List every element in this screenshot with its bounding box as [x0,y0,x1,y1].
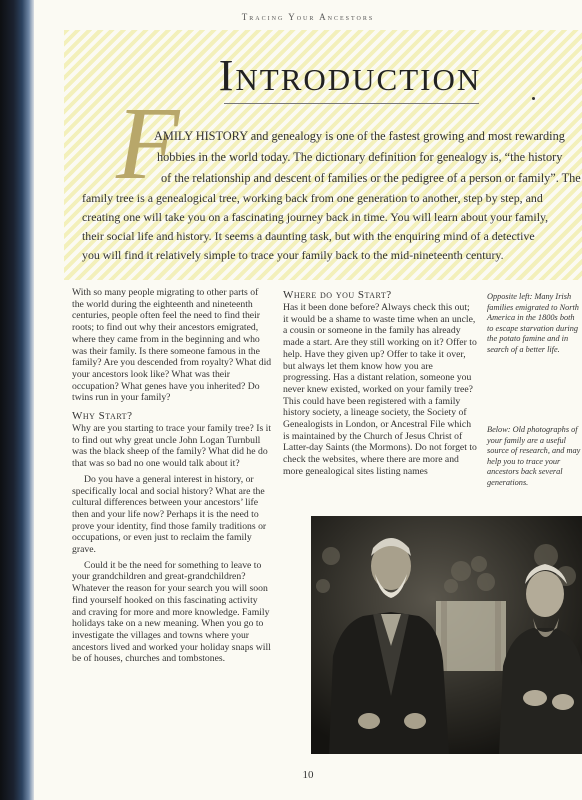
drop-cap: F [116,86,180,201]
body-paragraph: Do you have a general interest in history, or specifically local and social history? What are the cultural differences between your ancestors’ life then and your life now? Perhaps it is the need to prove your identity, find those family traditions or occupations, or even just to reclaim the family grave. [72,473,267,556]
body-paragraph: With so many people migrating to other parts of the world during the eighteenth and nineteenth centuries, people often feel the need to find their roots; to find out why their ancestors emigrated, where they came from in the beginning and who was their family. Is there someone famous in the family? Are you descended from royalty? What did your ancestors look like? What was their occupation? What genes have you inherited? Do twins run in your family? [72,287,272,404]
intro-line: you will find it relatively simple to trace your family back to the mid-nineteenth century. [82,248,504,262]
intro-line: their social life and history. It seems a daunting task, but with the enquiring mind of a detective [82,229,535,243]
book-page [34,0,582,800]
section-heading-where-start: Where do you Start? [283,289,392,301]
page-title: Introduction [218,51,482,100]
caption-below: Below: Old photographs of your family are a useful source of research, and may help you to trace your ancestors back several generations. [487,425,581,487]
intro-line: family tree is a genealogical tree, working back from one generation to another, step by step, and [82,191,543,205]
intro-line: AMILY HISTORY and genealogy is one of the fastest growing and most rewarding [154,129,565,143]
running-head: Tracing Your Ancestors [241,12,375,22]
family-photograph [311,516,582,754]
intro-line: of the relationship and descent of families or the pedigree of a person or family”. The [161,171,581,185]
body-paragraph: Why are you starting to trace your family tree? Is it to find out why great uncle John Logan Turnbull was the black sheep of the family? What did he do that was so bad no one would talk about it? [72,423,272,470]
left-column [72,287,272,665]
body-paragraph: Has it been done before? Always check this out; it would be a shame to waste time when an uncle, a cousin or someone in the family has already made a start. Are they still working on it? Offer to help. Have they given up? Offer to take it over, but always let them know how you are progressing. Has a distant relation, someone you never knew existed, worked on your family tree? This could have been registered with a family history society, a lineage society, the Society of Genealogists in London, or Ancestral File which is maintained by the Church of Jesus Christ of Latter-day Saints (the Mormons). Do not forget to check the websites, where there are more and more genealogical sites listing names [283,302,477,477]
old-couple-photo-illustration [311,516,582,754]
title-underline [224,103,479,104]
body-paragraph: Could it be the need for something to leave to your grandchildren and great-grandchildren? Whatever the reason for your search you will soon find yourself hooked on this fascinating activity and craving for more and more knowledge. Family holidays take on a new meaning. When you go to investigate the villages and towns where your ancestors lived and worked your holiday snaps will be of houses, churches and tombstones. [72,559,271,665]
intro-line: hobbies in the world today. The dictionary definition for genealogy is, “the history [157,150,563,164]
intro-line: creating one will take you on a fascinating journey back in time. You will learn about your family, [82,210,549,224]
page-number: 10 [302,769,314,781]
book-binding-edge [0,0,34,800]
section-heading-why-start: Why Start? [72,410,133,423]
middle-column [283,289,477,478]
ornament-dot [532,97,535,100]
caption-opposite: Opposite left: Many Irish families emigrated to North America in the 1800s both to escape starvation during the potato famine and in search of a better life. [487,292,579,354]
